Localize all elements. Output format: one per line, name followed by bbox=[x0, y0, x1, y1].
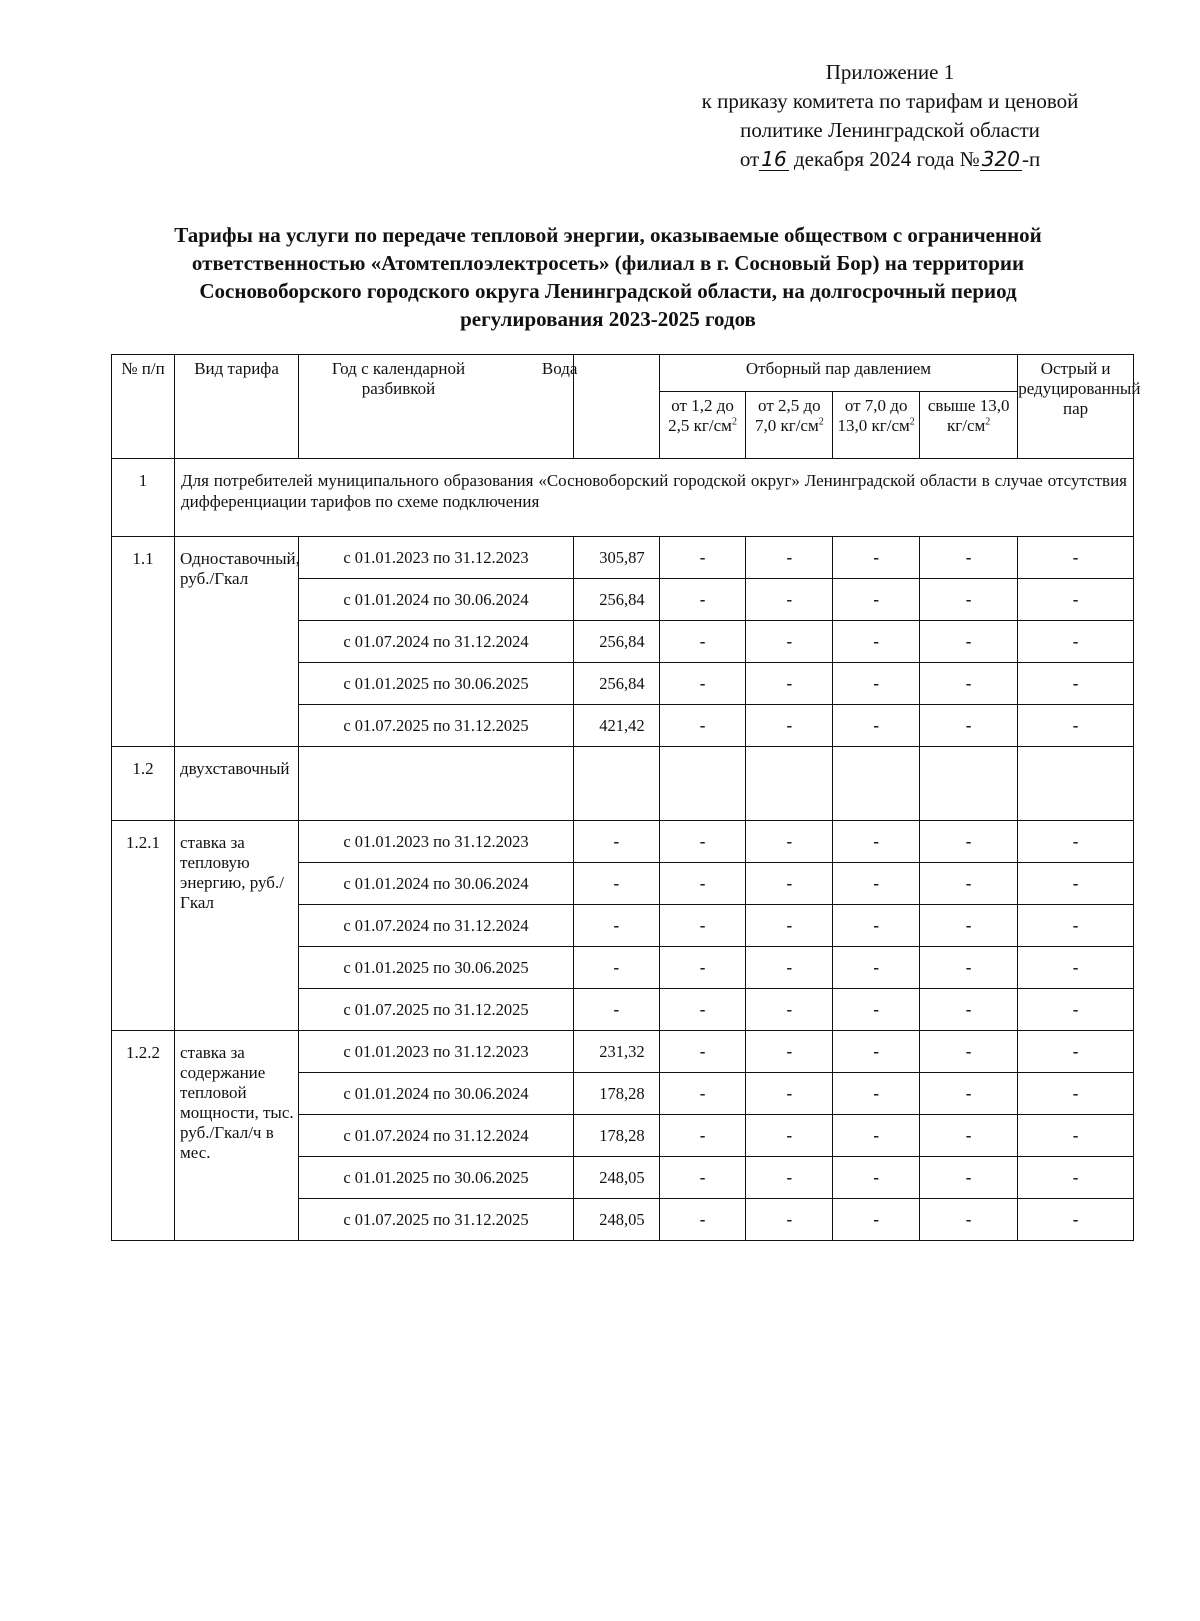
dash-cell: - bbox=[833, 663, 920, 705]
handwritten-order-number: 320 bbox=[981, 147, 1020, 171]
period-cell: с 01.07.2024 по 31.12.2024 bbox=[299, 621, 574, 663]
table-row bbox=[112, 537, 1134, 579]
title-line-1: Тарифы на услуги по передаче тепловой энергии, оказываемые обществом с ограниченной bbox=[174, 223, 1042, 247]
period-cell: с 01.01.2024 по 30.06.2024 bbox=[299, 863, 574, 905]
water-value: 305,87 bbox=[573, 537, 659, 579]
dash-cell: - bbox=[746, 705, 833, 747]
dash-cell: - bbox=[833, 905, 920, 947]
dash-cell: - bbox=[659, 989, 746, 1031]
table-row bbox=[112, 747, 1134, 821]
dash-cell: - bbox=[746, 989, 833, 1031]
dash-cell: - bbox=[1018, 1031, 1134, 1073]
header-num: № п/п bbox=[112, 355, 175, 459]
tariff-type-label: ставка за тепловую энергию, руб./Гкал bbox=[175, 821, 299, 1031]
appendix-line-1: Приложение 1 bbox=[825, 60, 955, 84]
dash-cell: - bbox=[920, 1073, 1018, 1115]
dash-cell: - bbox=[833, 579, 920, 621]
dash-cell: - bbox=[1018, 579, 1134, 621]
header-year: Год с календарной разбивкой bbox=[299, 355, 574, 459]
document-title bbox=[80, 221, 1136, 333]
tariff-table bbox=[111, 354, 1141, 1241]
handwritten-day: 16 bbox=[761, 147, 787, 171]
appendix-header bbox=[640, 58, 1140, 174]
period-cell: с 01.07.2024 по 31.12.2024 bbox=[299, 905, 574, 947]
period-cell: с 01.07.2025 по 31.12.2025 bbox=[299, 705, 574, 747]
empty-cell bbox=[746, 747, 833, 821]
section-text: Для потребителей муниципального образования «Сосновоборский городской округ» Ленинградской области в случае отсутствия дифференциации тарифов по схеме подключения bbox=[175, 459, 1134, 537]
dash-cell: - bbox=[920, 705, 1018, 747]
period-cell: с 01.07.2025 по 31.12.2025 bbox=[299, 989, 574, 1031]
dash-cell: - bbox=[920, 989, 1018, 1031]
dash-cell: - bbox=[1018, 705, 1134, 747]
dash-cell: - bbox=[1018, 989, 1134, 1031]
dash-cell: - bbox=[833, 621, 920, 663]
period-cell: с 01.01.2023 по 31.12.2023 bbox=[299, 1031, 574, 1073]
table-row bbox=[112, 821, 1134, 863]
dash-cell: - bbox=[833, 1199, 920, 1241]
dash-cell: - bbox=[1018, 821, 1134, 863]
order-suffix: -п bbox=[1021, 147, 1041, 171]
dash-cell: - bbox=[920, 579, 1018, 621]
dash-cell: - bbox=[833, 1073, 920, 1115]
appendix-date-line bbox=[640, 145, 1140, 174]
dash-cell: - bbox=[659, 537, 746, 579]
dash-cell: - bbox=[920, 1031, 1018, 1073]
dash-cell: - bbox=[746, 821, 833, 863]
period-cell: с 01.01.2023 по 31.12.2023 bbox=[299, 537, 574, 579]
row-num: 1.2.2 bbox=[112, 1031, 175, 1241]
dash-cell: - bbox=[1018, 1073, 1134, 1115]
dash-cell: - bbox=[659, 579, 746, 621]
dash-cell: - bbox=[833, 947, 920, 989]
section-row bbox=[112, 459, 1134, 537]
appendix-line-2: к приказу комитета по тарифам и ценовой bbox=[701, 89, 1079, 113]
dash-cell: - bbox=[1018, 537, 1134, 579]
title-line-2: ответственностью «Атомтеплоэлектросеть» (филиал в г. Сосновый Бор) на территории bbox=[191, 251, 1025, 275]
tariff-type-label: двухставочный bbox=[175, 747, 299, 821]
header-sharp-steam: Острый и редуцированный пар bbox=[1018, 355, 1134, 459]
dash-cell: - bbox=[920, 663, 1018, 705]
dash-cell: - bbox=[1018, 863, 1134, 905]
dash-cell: - bbox=[920, 905, 1018, 947]
dash-cell: - bbox=[659, 905, 746, 947]
dash-cell: - bbox=[746, 905, 833, 947]
dash-cell: - bbox=[833, 863, 920, 905]
period-cell: с 01.07.2025 по 31.12.2025 bbox=[299, 1199, 574, 1241]
dash-cell: - bbox=[1018, 1157, 1134, 1199]
dash-cell: - bbox=[659, 621, 746, 663]
dash-cell: - bbox=[746, 579, 833, 621]
water-value: 248,05 bbox=[573, 1199, 659, 1241]
dash-cell: - bbox=[659, 821, 746, 863]
dash-cell: - bbox=[746, 663, 833, 705]
empty-cell bbox=[299, 747, 574, 821]
dash-cell: - bbox=[920, 1115, 1018, 1157]
row-num: 1.2 bbox=[112, 747, 175, 821]
dash-cell: - bbox=[833, 537, 920, 579]
table-header-row bbox=[112, 355, 1134, 392]
header-water: Вода bbox=[541, 355, 627, 459]
period-cell: с 01.01.2025 по 30.06.2025 bbox=[299, 1157, 574, 1199]
header-tariff-type: Вид тарифа bbox=[175, 355, 299, 459]
dash-cell: - bbox=[659, 1157, 746, 1199]
dash-cell: - bbox=[920, 1157, 1018, 1199]
dash-cell: - bbox=[659, 1073, 746, 1115]
period-cell: с 01.01.2024 по 30.06.2024 bbox=[299, 1073, 574, 1115]
header-steam-3: от 7,0 до 13,0 $кг/см^2$ bbox=[833, 392, 920, 459]
dash-cell: - bbox=[659, 663, 746, 705]
dash-cell: - bbox=[659, 1115, 746, 1157]
dash-cell: - bbox=[746, 863, 833, 905]
water-value: 256,84 bbox=[573, 579, 659, 621]
appendix-line-3: политике Ленинградской области bbox=[740, 118, 1040, 142]
empty-cell bbox=[920, 747, 1018, 821]
dash-cell: - bbox=[833, 989, 920, 1031]
dash-cell: - bbox=[746, 1199, 833, 1241]
title-line-3: Сосновоборского городского округа Ленинградской области, на долгосрочный период bbox=[199, 279, 1017, 303]
header-steam-1: от 1,2 до 2,5 $кг/см^2$ bbox=[659, 392, 746, 459]
dash-cell: - bbox=[920, 621, 1018, 663]
water-value: 231,32 bbox=[573, 1031, 659, 1073]
dash-cell: - bbox=[659, 863, 746, 905]
date-prefix: от bbox=[739, 147, 760, 171]
water-value: 178,28 bbox=[573, 1115, 659, 1157]
dash-cell: - bbox=[659, 947, 746, 989]
table-row bbox=[112, 1031, 1134, 1073]
dash-cell: - bbox=[920, 947, 1018, 989]
dash-cell: - bbox=[659, 705, 746, 747]
dash-cell: - bbox=[833, 705, 920, 747]
water-value: - bbox=[573, 863, 659, 905]
row-num: 1.2.1 bbox=[112, 821, 175, 1031]
tariff-type-label: ставка за содержание тепловой мощности, тыс. руб./Гкал/ч в мес. bbox=[175, 1031, 299, 1241]
dash-cell: - bbox=[1018, 905, 1134, 947]
header-steam-2: от 2,5 до 7,0 $кг/см^2$ bbox=[746, 392, 833, 459]
water-value: - bbox=[573, 947, 659, 989]
period-cell: с 01.01.2023 по 31.12.2023 bbox=[299, 821, 574, 863]
water-value: - bbox=[573, 821, 659, 863]
water-value: 421,42 bbox=[573, 705, 659, 747]
dash-cell: - bbox=[746, 621, 833, 663]
empty-cell bbox=[833, 747, 920, 821]
header-steam-4: свыше 13,0 $кг/см^2$ bbox=[920, 392, 1018, 459]
header-steam: Отборный пар давлением bbox=[659, 355, 1018, 392]
dash-cell: - bbox=[1018, 663, 1134, 705]
dash-cell: - bbox=[833, 1115, 920, 1157]
dash-cell: - bbox=[746, 1157, 833, 1199]
dash-cell: - bbox=[1018, 947, 1134, 989]
row-num: 1.1 bbox=[112, 537, 175, 747]
dash-cell: - bbox=[833, 1157, 920, 1199]
water-value: 248,05 bbox=[573, 1157, 659, 1199]
empty-cell bbox=[659, 747, 746, 821]
dash-cell: - bbox=[746, 1073, 833, 1115]
empty-cell bbox=[1018, 747, 1134, 821]
dash-cell: - bbox=[1018, 1115, 1134, 1157]
water-value: - bbox=[573, 905, 659, 947]
water-value: 256,84 bbox=[573, 663, 659, 705]
period-cell: с 01.07.2024 по 31.12.2024 bbox=[299, 1115, 574, 1157]
dash-cell: - bbox=[920, 537, 1018, 579]
date-rest: декабря 2024 года № bbox=[793, 147, 980, 171]
period-cell: с 01.01.2024 по 30.06.2024 bbox=[299, 579, 574, 621]
dash-cell: - bbox=[833, 821, 920, 863]
dash-cell: - bbox=[746, 537, 833, 579]
water-value: 178,28 bbox=[573, 1073, 659, 1115]
dash-cell: - bbox=[920, 821, 1018, 863]
section-num: 1 bbox=[112, 459, 175, 537]
dash-cell: - bbox=[659, 1031, 746, 1073]
dash-cell: - bbox=[920, 1199, 1018, 1241]
dash-cell: - bbox=[746, 947, 833, 989]
dash-cell: - bbox=[833, 1031, 920, 1073]
dash-cell: - bbox=[1018, 1199, 1134, 1241]
empty-cell bbox=[573, 747, 659, 821]
period-cell: с 01.01.2025 по 30.06.2025 bbox=[299, 663, 574, 705]
period-cell: с 01.01.2025 по 30.06.2025 bbox=[299, 947, 574, 989]
water-value: 256,84 bbox=[573, 621, 659, 663]
water-value: - bbox=[573, 989, 659, 1031]
dash-cell: - bbox=[920, 863, 1018, 905]
dash-cell: - bbox=[746, 1115, 833, 1157]
dash-cell: - bbox=[1018, 621, 1134, 663]
dash-cell: - bbox=[746, 1031, 833, 1073]
title-line-4: регулирования 2023-2025 годов bbox=[460, 307, 756, 331]
tariff-type-label: Одноставочный, руб./Гкал bbox=[175, 537, 299, 747]
dash-cell: - bbox=[659, 1199, 746, 1241]
